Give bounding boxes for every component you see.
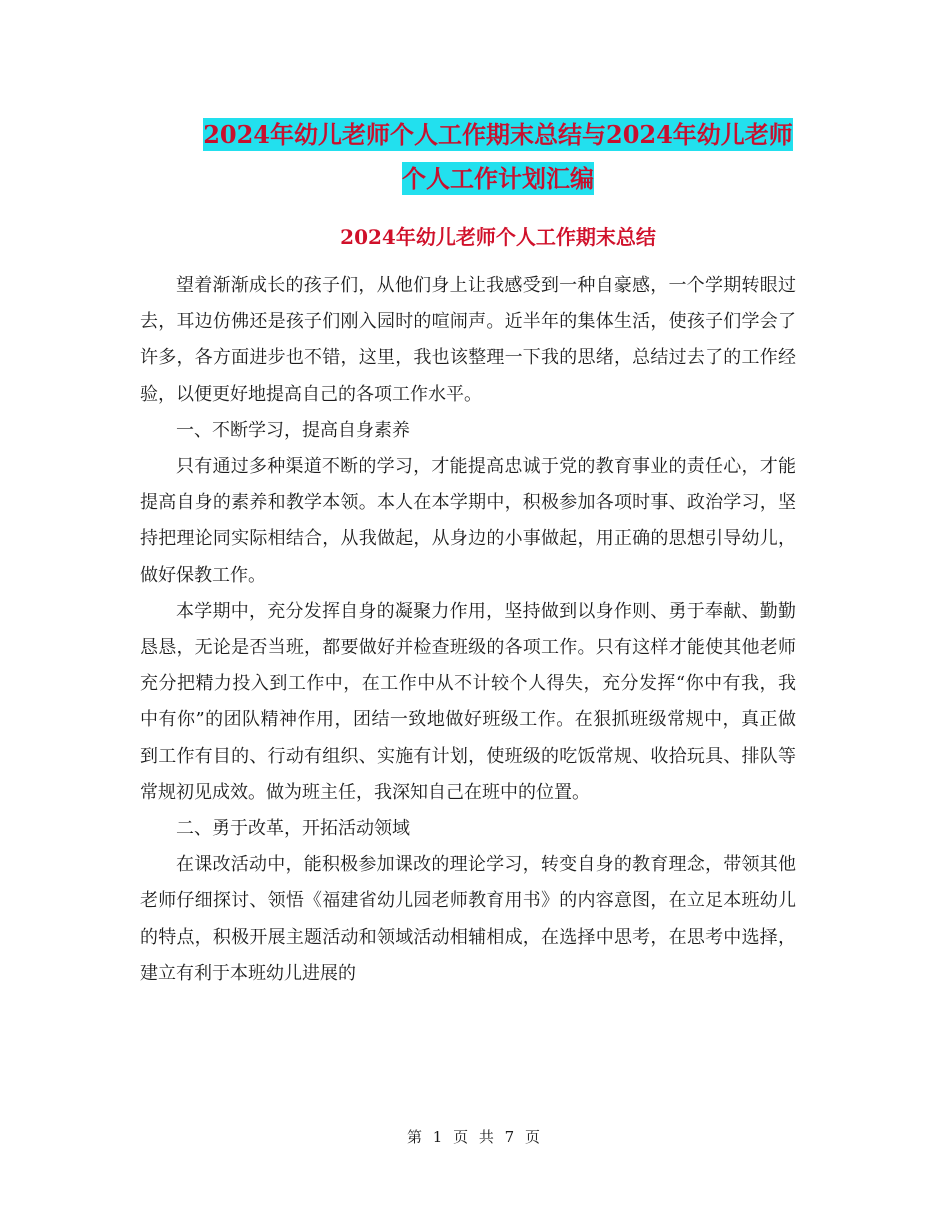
title-line-2: 个人工作计划汇编: [402, 164, 594, 193]
document-body: [140, 268, 796, 992]
paragraph-heading-1: 一、不断学习，提高自身素养: [176, 419, 410, 441]
paragraph-reform: 在课改活动中，能积极参加课改的理论学习，转变自身的教育理念，带领其他老师仔细探讨、领悟《福建省幼儿园老师教育用书》的内容意图，在立足本班幼儿的特点，积极开展主题活动和领域活动相辅相成，在选择中思考，在思考中选择，建立有利于本班幼儿进展的: [140, 854, 796, 984]
document-title: [140, 113, 856, 201]
paragraph-team: 本学期中，充分发挥自身的凝聚力作用，坚持做到以身作则、勇于奉献、勤勤恳恳，无论是否当班，都要做好并检查班级的各项工作。只有这样才能使其他老师充分把精力投入到工作中，在工作中从不计较个人得失，充分发挥“你中有我，我中有你”的团队精神作用，团结一致地做好班级工作。在狠抓班级常规中，真正做到工作有目的、行动有组织、实施有计划，使班级的吃饭常规、收拾玩具、排队等常规初见成效。做为班主任，我深知自己在班中的位置。: [140, 600, 796, 803]
paragraph-study: 只有通过多种渠道不断的学习，才能提高忠诚于党的教育事业的责任心，才能提高自身的素养和教学本领。本人在本学期中，积极参加各项时事、政治学习，坚持把理论同实际相结合，从我做起，从身边的小事做起，用正确的思想引导幼儿，做好保教工作。: [140, 456, 796, 586]
paragraph-heading-2: 二、勇于改革，开拓活动领域: [176, 818, 410, 840]
title-line-1: 2024年幼儿老师个人工作期末总结与2024年幼儿老师: [203, 120, 793, 149]
section-heading: 2024年幼儿老师个人工作期末总结: [340, 225, 656, 249]
paragraph-intro: 望着渐渐成长的孩子们，从他们身上让我感受到一种自豪感，一个学期转眼过去，耳边仿佛还是孩子们刚入园时的喧闹声。近半年的集体生活，使孩子们学会了许多，各方面进步也不错，这里，我也该整理一下我的思绪，总结过去了的工作经验，以便更好地提高自己的各项工作水平。: [140, 275, 796, 405]
page-footer: 第 1 页 共 7 页: [407, 1128, 543, 1146]
